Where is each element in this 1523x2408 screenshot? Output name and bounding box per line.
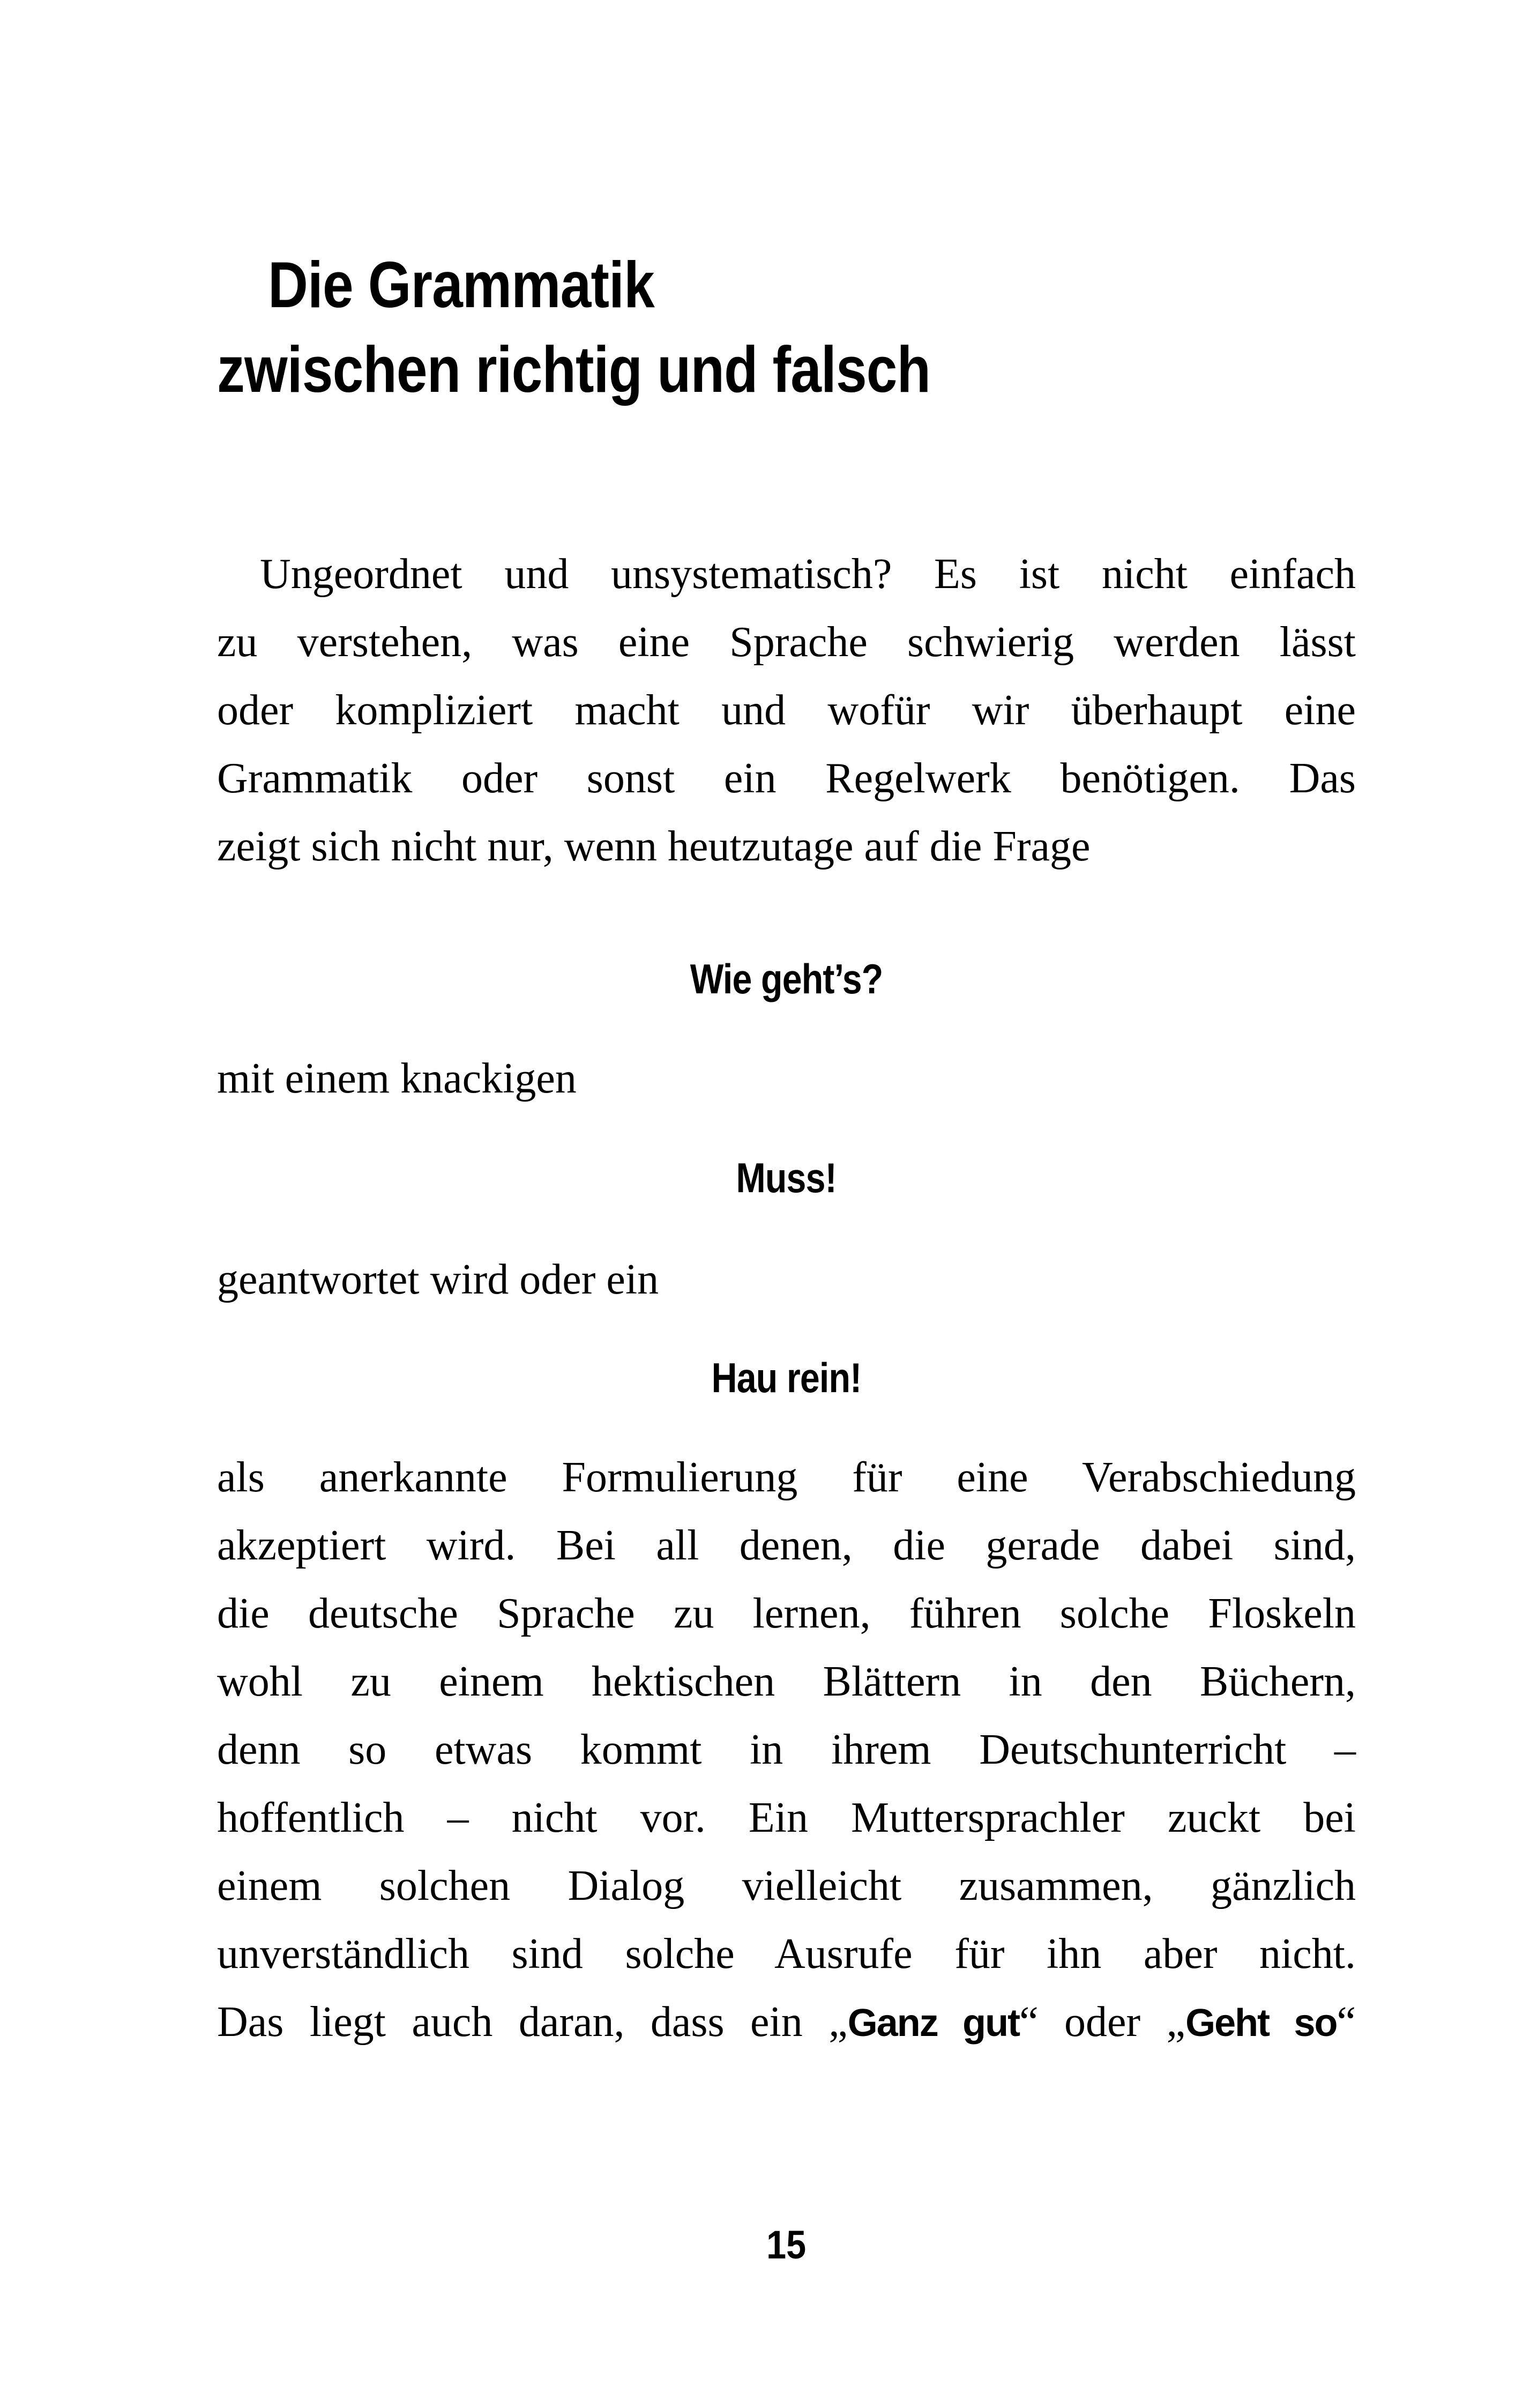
paragraph-1-line: zeigt sich nicht nur, wenn heutzutage auf die Frage [217,823,1091,870]
chapter-title-line-2: zwischen richtig und falsch [217,333,931,406]
chapter-title [217,242,1396,412]
paragraph-1-line: Grammatik oder sonst ein Regelwerk benötigen. Das [217,755,1356,802]
body-text [217,540,1356,2057]
page-number: 15 [766,2223,807,2267]
final-line-prefix: Das liegt auch daran, dass ein [217,1998,829,2046]
paragraph-2-final-line [217,1988,1356,2057]
paragraph-2-line: denn so etwas kommt in ihrem Deutschunterricht – [217,1726,1356,1773]
interjection-muss: Muss! [736,1154,837,1201]
quote-close: “ [1337,1998,1356,2046]
paragraph-2-line: wohl zu einem hektischen Blättern in den Büchern, [217,1658,1356,1705]
phrase-ganz-gut: Ganz gut [847,2002,1020,2045]
paragraph-2-line: einem solchen Dialog vielleicht zusammen, gänzlich [217,1862,1356,1909]
connector-line-2: geantwortet wird oder ein [217,1256,659,1303]
quote-close: “ [1019,1998,1039,2046]
quote-open: „ [828,1998,848,2046]
interjection-wie-gehts: Wie geht’s? [690,955,883,1002]
interjection-hau-rein: Hau rein! [711,1354,862,1401]
paragraph-2-line: hoffentlich – nicht vor. Ein Muttersprachler zuckt bei [217,1794,1356,1841]
paragraph-1 [217,540,1356,881]
phrase-geht-so: Geht so [1185,2002,1337,2045]
paragraph-2-line: akzeptiert wird. Bei all denen, die gerade dabei sind, [217,1522,1356,1569]
final-line-middle: oder [1038,1998,1167,2046]
paragraph-2-line: die deutsche Sprache zu lernen, führen solche Floskeln [217,1590,1356,1637]
paragraph-1-line: zu verstehen, was eine Sprache schwierig werden lässt [217,619,1356,666]
paragraph-1-line: Ungeordnet und unsystematisch? Es ist nicht einfach [260,551,1356,598]
paragraph-2-line: als anerkannte Formulierung für eine Verabschiedung [217,1454,1356,1501]
paragraph-2 [217,1444,1356,2057]
quote-open: „ [1166,1998,1186,2046]
paragraph-2-line: unverständlich sind solche Ausrufe für ihn aber nicht. [217,1930,1356,1978]
chapter-title-line-1: Die Grammatik [268,248,654,321]
connector-line-1: mit einem knackigen [217,1055,577,1102]
paragraph-1-line: oder kompliziert macht und wofür wir überhaupt eine [217,687,1356,734]
